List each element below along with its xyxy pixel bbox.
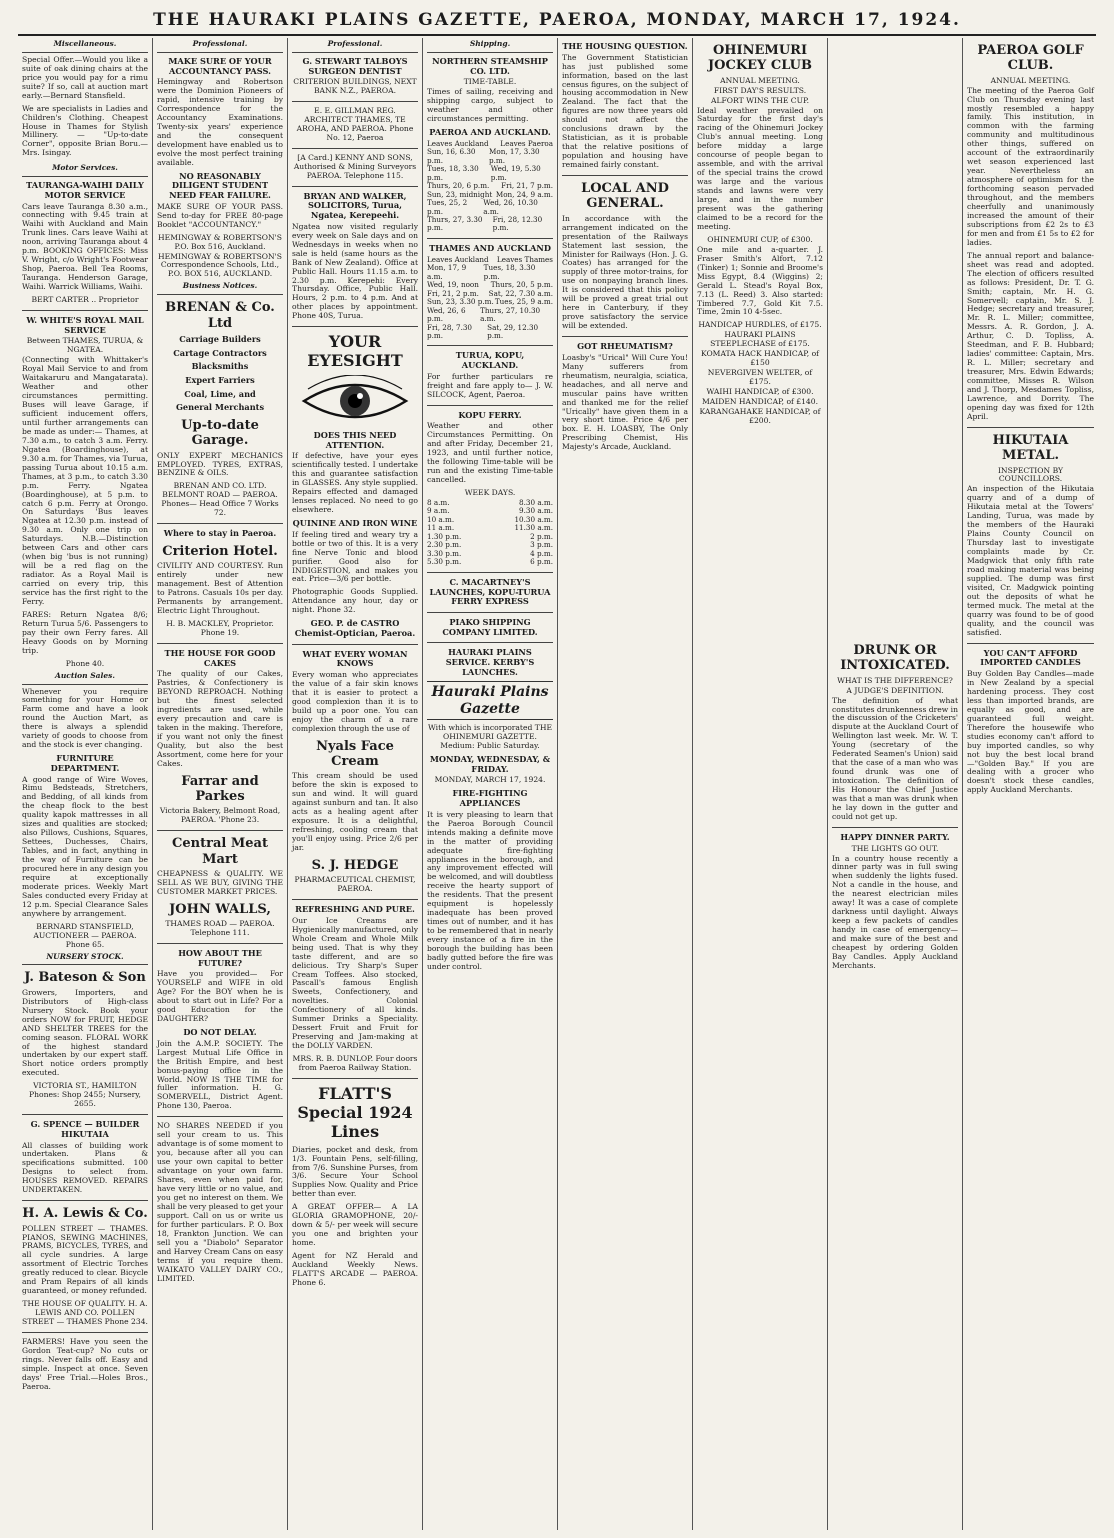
timetable-cell: Thurs, 27, 3.30 p.m. bbox=[427, 214, 483, 233]
article-subheading: ALFORT WINS THE CUP. bbox=[711, 95, 809, 105]
article-subheading: ANNUAL MEETING. bbox=[990, 75, 1071, 85]
divider bbox=[427, 405, 553, 406]
ad-text: A GREAT OFFER— A LA GLORIA GRAMOPHONE, 20/- down & 5/- per week will secure you one and brighten your home. bbox=[292, 1202, 418, 1248]
ad-line: Coal, Lime, and bbox=[184, 388, 256, 399]
ad-text: Whenever you require something for your Home or Farm come and have a look round the Auction Mart, as there is always a splendid variety of goods to choose from and the stock is ever changing. bbox=[22, 686, 148, 750]
ad-footer: H. B. MACKLEY, Proprietor. Phone 19. bbox=[166, 618, 274, 637]
timetable-cell: Tues, 25, 2 p.m. bbox=[427, 198, 468, 216]
timetable-cell: Fri, 21, 7 p.m. bbox=[501, 181, 553, 191]
ad-text: Join the A.M.P. SOCIETY. The Largest Mutual Life Office in the British Empire, and best bonus-paying office in the World. NOW IS THE TIME for fuller information. H. G. SOMERVELL, District Agent. Phone 130, Paeroa. bbox=[157, 1038, 283, 1111]
divider bbox=[832, 827, 958, 828]
ad-heading: Farrar and Parkes bbox=[181, 773, 259, 804]
ad-heading: QUININE AND IRON WINE bbox=[292, 518, 418, 529]
divider bbox=[292, 326, 418, 327]
timetable bbox=[427, 140, 553, 233]
timetable-cell: Sat, 29, 12.30 p.m. bbox=[487, 322, 539, 340]
timetable-cell: Fri, 28, 7.30 p.m. bbox=[427, 322, 473, 340]
timetable-cell: Wed, 19, 5.30 p.m. bbox=[490, 164, 541, 182]
divider bbox=[967, 643, 1094, 644]
ad-heading: J. Bateson & Son bbox=[24, 970, 146, 986]
divider bbox=[22, 1332, 148, 1333]
ad-line: General Merchants bbox=[175, 402, 265, 413]
timetable-cell: Sat, 22, 7.30 a.m. bbox=[488, 288, 553, 298]
timetable-cell: Fri, 21, 2 p.m. bbox=[427, 288, 479, 298]
section-head: Professional. bbox=[157, 38, 283, 53]
ad-footer: BERNARD STANSFIELD, AUCTIONEER — PAEROA. Phone 65. bbox=[33, 921, 137, 949]
divider bbox=[292, 101, 418, 102]
timetable bbox=[427, 499, 553, 567]
timetable-cell: Fri, 28, 12.30 p.m. bbox=[492, 214, 543, 233]
article-subheading: ANNUAL MEETING. bbox=[720, 75, 800, 85]
ad-heading: YOUR EYESIGHT bbox=[307, 332, 403, 371]
ad-heading: Where to stay in Paeroa. bbox=[163, 528, 277, 539]
ad-heading: DO NOT DELAY. bbox=[183, 1027, 257, 1038]
timetable-cell: Wed, 19, noon bbox=[427, 280, 479, 290]
timetable-cell: 9 a.m. bbox=[427, 506, 450, 516]
article-text: An inspection of the Hikutaia quarry and of a dump of Hikutaia metal at the Towers' Landing, Turua, was made by the members of the Hauraki Plains County Council on Thursday last to investigate complaints made by Cr. Madgwick that only fifth rate road making material was being supplied. The dump was first visited, Cr. Madgwick pointing out the deposits of what he termed muck. The metal at the quarry was found to be of good quality, and the council was satisfied. bbox=[967, 484, 1094, 637]
ad-footer: MRS. R. B. DUNLOP. Four doors from Paeroa Railway Station. bbox=[292, 1054, 418, 1073]
ad-heading: FURNITURE DEPARTMENT. bbox=[50, 753, 120, 773]
section-head: Auction Sales. bbox=[22, 670, 148, 685]
timetable-header-cell: Leaves Auckland bbox=[427, 254, 489, 264]
timetable-cell: Thurs, 27, 10.30 a.m. bbox=[480, 305, 541, 324]
ad-text: Agent for NZ Herald and Auckland Weekly News. FLATT'S ARCADE — PAEROA. Phone 6. bbox=[292, 1251, 418, 1287]
timetable-cell: 8.30 a.m. bbox=[519, 497, 553, 507]
divider bbox=[292, 644, 418, 645]
timetable-row bbox=[427, 264, 553, 281]
section-head: Motor Services. bbox=[22, 162, 148, 177]
ad-heading: TURUA, KOPU, AUCKLAND. bbox=[455, 350, 525, 371]
divider bbox=[157, 523, 283, 524]
ad-text: E. E. GILLMAN REG. ARCHITECT THAMES, TE AROHA, AND PAEROA. Phone No. 12, Paeroa bbox=[296, 106, 414, 142]
ad-heading: W. WHITE'S ROYAL MAIL SERVICE bbox=[26, 315, 144, 335]
race-heading: KOMATA HACK HANDICAP, of £150 bbox=[700, 349, 819, 368]
divider bbox=[157, 830, 283, 831]
article-heading: DRUNK OR INTOXICATED. bbox=[840, 643, 950, 674]
timetable-cell: Mon, 17, 3.30 p.m. bbox=[489, 147, 540, 165]
ad-text: A good range of Wire Woves, Rimu Bedsteads, Stretchers, and Bedding, of all kinds from the cheap flock to the best quality kapok mattresses in all sizes and qualities are stocked; also Pillows, Cushions, Squares, Settees, Duchesses, Chairs, Tables, and in fact, anything in the way of Furniture can be procured here in any design you require at exceptionally moderate prices. Weekly Mart Sales conducted every Friday at 12 p.m. Special Clearance Sales anywhere by arrangement. bbox=[22, 774, 148, 918]
ad-heading: H. A. Lewis & Co. bbox=[22, 1206, 148, 1222]
ad-text: Buy Golden Bay Candles—made in New Zealand by a special hardening process. They cost less than imported brands, are equally as good, and are guaranteed full weight. Therefore the housewife who studies economy can't afford to buy imported candles, so why not buy the best local brand—"Golden Bay." If you are dealing with a grocer who doesn't stock these candles, apply Auckland Merchants. bbox=[967, 668, 1094, 795]
timetable bbox=[427, 256, 553, 341]
ad-text: POLLEN STREET — THAMES. PIANOS, SEWING MACHINES, PRAMS, BICYCLES, TYRES, and all cycle sundries. A large assortment of Electric Torches greatly reduced to clear. Bicycle and Pram Repairs of all kinds guaranteed, or money refunded. bbox=[22, 1223, 148, 1296]
ad-heading: HAURAKI PLAINS SERVICE. KERBY'S LAUNCHES. bbox=[445, 647, 535, 677]
timetable-cell: Thurs, 20, 6 p.m. bbox=[427, 181, 490, 191]
gazette-date: MONDAY, MARCH 17, 1924. bbox=[434, 775, 546, 785]
column-8 bbox=[963, 38, 1098, 1530]
timetable-cell: Tues, 18, 3.30 p.m. bbox=[427, 164, 479, 182]
ad-footer: BERT CARTER .. Proprietor bbox=[31, 295, 139, 305]
divider bbox=[157, 943, 283, 944]
ad-footer: BRENAN AND CO. LTD. BELMONT ROAD — PAEROA. Phones— Head Office 7 Works 72. bbox=[161, 481, 279, 518]
divider bbox=[292, 1078, 418, 1079]
column-3 bbox=[288, 38, 423, 1530]
ad-heading: KOPU FERRY. bbox=[458, 409, 522, 420]
section-head: Miscellaneous. bbox=[22, 38, 148, 53]
timetable-cell: 1.30 p.m. bbox=[427, 531, 462, 541]
ad-text: Our Ice Creams are Hygienically manufactured, only Whole Cream and Whole Milk being used. That is why they taste different, and are so delicious. Try Sharp's Super Cream Toffees. Also stocked, Pascall's famous English Sweets, Confectionery, and novelties. Colonial Confectionery of all kinds. Summer Drinks a Speciality. Dessert Fruit and Fruit for Preserving and Jam-making at the DOLLY VARDEN. bbox=[292, 915, 418, 1051]
ad-text: Times of sailing, receiving and shipping cargo, subject to weather and other circumstances permitting. bbox=[427, 87, 553, 123]
ad-heading: Criterion Hotel. bbox=[162, 543, 278, 559]
columns bbox=[18, 38, 1098, 1530]
article-text: In accordance with the arrangement indicated on the presentation of the Railways Statement last session, the Minister for Railways (Hon. J. G. Coates) has arranged for the supply of three motor-trains, for use on nonpaying branch lines. It is considered that this policy will be proved a great trial out here in Canterbury, if they prove satisfactory the service will be extended. bbox=[562, 213, 688, 331]
ad-footer: VICTORIA ST., HAMILTON Phones: Shop 2455; Nursery, 2655. bbox=[29, 1081, 141, 1109]
column-6 bbox=[693, 38, 828, 1530]
race-heading: WAIHI HANDICAP, of £300. bbox=[706, 387, 814, 397]
ad-heading: DOES THIS NEED ATTENTION. bbox=[313, 430, 397, 450]
divider bbox=[427, 572, 553, 573]
ad-heading: FLATT'S Special 1924 Lines bbox=[297, 1083, 413, 1141]
masthead-rule bbox=[18, 34, 1096, 36]
timetable-row bbox=[427, 148, 553, 165]
timetable-cell: 11.30 a.m. bbox=[514, 523, 553, 533]
timetable-row bbox=[427, 307, 553, 324]
race-heading: HAURAKI PLAINS STEEPLECHASE of £175. bbox=[710, 330, 810, 349]
eye-icon bbox=[300, 375, 410, 427]
article-heading: HAPPY DINNER PARTY. bbox=[840, 831, 950, 842]
ad-heading: PIAKO SHIPPING COMPANY LIMITED. bbox=[442, 616, 538, 637]
ad-heading: Up-to-date Garage. bbox=[181, 417, 259, 449]
article-subheading: A JUDGE'S DEFINITION. bbox=[846, 685, 944, 695]
timetable-row bbox=[427, 199, 553, 216]
column-5 bbox=[558, 38, 693, 1530]
ad-line: Blacksmiths bbox=[191, 361, 249, 372]
column-2 bbox=[153, 38, 288, 1530]
ad-text: Every woman who appreciates the value of a fair skin knows that it is easier to protect a good complexion than it is to build up a poor one. You can enjoy the charm of a rare complexion through the use of bbox=[292, 669, 418, 733]
timetable-row bbox=[427, 165, 553, 182]
ad-heading: G. SPENCE — BUILDER HIKUTAIA bbox=[30, 1119, 140, 1139]
article-text: One mile and a-quarter. J. Fraser Smith's Alfort, 7.12 (Tinker) 1; Sonnie and Broome's Miss Egypt, 8.4 (Wiggins) 2; Gerald L. Stead's Royal Box, 7.13 (L. Reed) 3. Also started: Timbered 7.7, Gold Kit 7.5. Time, 2min 10 4-5sec. bbox=[697, 244, 823, 317]
timetable-cell: Tues, 25, 9 a.m. bbox=[494, 297, 553, 307]
ad-heading: PAEROA AND AUCKLAND. bbox=[429, 126, 551, 137]
divider bbox=[967, 427, 1094, 428]
race-heading: OHINEMURI CUP, of £300. bbox=[707, 234, 813, 244]
ad-heading: BRENAN & Co. Ltd bbox=[165, 300, 275, 331]
article-heading: LOCAL AND GENERAL. bbox=[581, 181, 669, 212]
timetable-header-cell: Leaves Paeroa bbox=[500, 138, 553, 148]
article-text: Ideal weather prevailed on Saturday for the first day's racing of the Ohinemuri Jockey Club's annual meeting. Long before midday a large concourse of people began to assemble, and with the arrival of the special trains the crowd was large and the various stands and lawns were very large, and in the number present was the gathering claimed to be a record for the meeting. bbox=[697, 105, 823, 231]
ad-text: NO SHARES NEEDED if you sell your cream to us. This advantage is of some moment to you, because after all you can use your own capital to better advantage on your own farm. Shares, even when paid for, have very little or no value, and you get no interest on them. We shall be very pleased to get your support. Call on us or write us for further particulars. P. O. Box 18, Frankton Junction. We can sell you a "Diabolo" Separator and Harvey Cream Cans on easy terms if you require them. WAIKATO VALLEY DAIRY CO., LIMITED. bbox=[157, 1121, 283, 1283]
ad-text: (Connecting with Whittaker's Royal Mail Service to and from Waitakaruru and Mangatarata). Weather and other circumstances permitting. Buses will leave Garage, if sufficient inducement offers, until further arrangements can be made as under:— Thames, at 7.30 a.m., to catch 3 a.m. Ferry. Ngatea (Boardinghouse), at 9.30 a.m. for Thames, via Turua, passing Turua about 10.15 a.m. Thames, at 3 p.m., to catch 3.30 p.m. Ferry. Ngatea (Boardinghouse), at 5 p.m. to catch 6 p.m. Ferry at Orongo. On Saturdays 'Bus leaves Ngatea at 12.30 p.m. instead of 9.30 a.m. Only one trip on Saturdays. N.B.—Distinction between Cars and other cars (when big 'bus is not running) will be a red flag on the radiator. As a Royal Mail is carried on every trip, this service has the first right to the Ferry. bbox=[22, 355, 148, 606]
divider bbox=[22, 1200, 148, 1201]
article-subheading: THE LIGHTS GO OUT. bbox=[851, 843, 939, 853]
divider bbox=[292, 148, 418, 149]
ad-heading: TAURANGA-WAIHI DAILY MOTOR SERVICE bbox=[26, 180, 144, 200]
ad-text: All classes of building work undertaken. Plans & specifications submitted. 100 Designs to select from. HOUSES REMOVED. REPAIRS UNDERTAKEN. bbox=[22, 1140, 148, 1195]
ad-text: For further particulars re freight and fare apply to— J. W. SILCOCK, Agent, Paeroa. bbox=[427, 371, 553, 399]
ad-heading: REFRESHING AND PURE. bbox=[295, 904, 415, 915]
ad-text: Have you provided— For YOURSELF and WIFE in old Age? For the BOY when he is about to start out in Life? For a good Education for the DAUGHTER? bbox=[157, 969, 283, 1024]
section-head: NURSERY STOCK. bbox=[22, 951, 148, 966]
ad-text: Special Offer.—Would you like a suite of oak dining chairs at the price you would pay for a rimu suite? If so, call at auction mart early.—Bernard Stansfield. bbox=[22, 54, 148, 100]
section-head: Shipping. bbox=[427, 38, 553, 53]
timetable-header-cell: Leaves Thames bbox=[496, 254, 553, 264]
timetable-cell: 10 a.m. bbox=[427, 514, 455, 524]
ad-heading: NORTHERN STEAMSHIP CO. LTD. bbox=[432, 55, 548, 76]
timetable-cell: Mon, 24, 9 a.m. bbox=[495, 189, 553, 199]
divider bbox=[22, 310, 148, 311]
ad-heading: NO REASONABLY DILIGENT STUDENT NEED FEAR FAILURE. bbox=[169, 170, 271, 201]
ad-heading: THE HOUSE FOR GOOD CAKES bbox=[164, 647, 276, 668]
race-heading: KARANGAHAKE HANDICAP, of £200. bbox=[699, 407, 821, 425]
ad-subheading: TIME-TABLE. bbox=[463, 77, 517, 87]
article-heading: PAEROA GOLF CLUB. bbox=[977, 43, 1084, 74]
timetable-cell: Mon, 17, 9 a.m. bbox=[427, 263, 467, 281]
timetable-cell: 6 p.m. bbox=[530, 557, 553, 567]
gazette-days: MONDAY, WEDNESDAY, & FRIDAY. bbox=[429, 754, 551, 774]
ad-footer: Phone 40. bbox=[65, 658, 105, 668]
timetable-cell: 9.30 a.m. bbox=[519, 506, 553, 516]
column-7 bbox=[828, 38, 963, 1530]
timetable-cell: Wed, 26, 10.30 a.m. bbox=[483, 198, 538, 216]
ad-heading: C. MACARTNEY'S LAUNCHES, KOPU-TURUA FERRY EXPRESS bbox=[429, 576, 551, 607]
article-text: Loasby's "Urical" Will Cure You! Many sufferers from rheumatism, neuralgia, sciatica, headaches, and all nerve and muscular pains have written and thanked me for the relief "Urically" have given them in a very short time. Price 4/6 per box. E. H. LOASBY, The Only Prescribing Chemist, His Majesty's Arcade, Auckland. bbox=[562, 352, 688, 452]
timetable-cell: 11 a.m. bbox=[427, 523, 455, 533]
timetable-cell: 3.30 p.m. bbox=[427, 548, 462, 558]
ad-text: ONLY EXPERT MECHANICS EMPLOYED. TYRES, EXTRAS, BENZINE & OILS. bbox=[157, 450, 283, 478]
timetable-cell: Sun, 23, midnight bbox=[427, 189, 493, 199]
article-subheading: WHAT IS THE DIFFERENCE? bbox=[837, 675, 953, 685]
ad-text: Weather and other Circumstances Permitting. On and after Friday, December 21, 1923, and until further notice, the following Time-table will be run and the existing Time-table cancelled. bbox=[427, 421, 553, 485]
article-heading: OHINEMURI JOCKEY CLUB bbox=[708, 43, 812, 74]
divider bbox=[157, 643, 283, 644]
article-heading: GOT RHEUMATISM? bbox=[577, 341, 673, 352]
ad-heading: S. J. HEDGE bbox=[311, 857, 399, 873]
timetable-row bbox=[427, 216, 553, 233]
ad-heading: G. STEWART TALBOYS SURGEON DENTIST bbox=[302, 55, 408, 76]
ad-text: Photographic Goods Supplied. Attendance any hour, day or night. Phone 32. bbox=[292, 587, 418, 615]
ad-footer: HEMINGWAY & ROBERTSON'S Correspondence Schools, Ltd., P.O. BOX 516, AUCKLAND. bbox=[158, 251, 282, 279]
divider bbox=[427, 238, 553, 239]
ad-text: Hemingway and Robertson were the Dominion Pioneers of rapid, intensive training by Correspondence for the Accountancy Examinations. Twenty-six years' experience and the consequent development have enabled us to evolve the most perfect training available. bbox=[157, 77, 283, 167]
ad-subheading: WEEK DAYS. bbox=[464, 488, 516, 498]
timetable-cell: 8 a.m. bbox=[427, 497, 450, 507]
divider bbox=[427, 642, 553, 643]
ad-text: If feeling tired and weary try a bottle or two of this. It is a very fine Nerve Tonic and blood purifier. Good also for INDIGESTION, and makes you eat. Price—3/6 per bottle. bbox=[292, 529, 418, 584]
column-1 bbox=[18, 38, 153, 1530]
ad-heading: Central Meat Mart bbox=[172, 836, 268, 867]
ad-footer: HEMINGWAY & ROBERTSON'S P.O. Box 516, Auckland. bbox=[158, 232, 282, 251]
ad-heading: YOU CAN'T AFFORD IMPORTED CANDLES bbox=[980, 647, 1081, 668]
race-heading: HANDICAP HURDLES, of £175. bbox=[698, 320, 822, 330]
ad-heading: JOHN WALLS, bbox=[169, 901, 271, 917]
ad-heading: MAKE SURE OF YOUR ACCOUNTANCY PASS. bbox=[168, 55, 272, 76]
article-subheading: FIRST DAY'S RESULTS. bbox=[713, 85, 807, 95]
ad-text: This cream should be used before the skin is exposed to sun and wind. It will guard against sunburn and tan. It also acts as a healing agent after exposure. It is a delightful, refreshing, cooling cream that you'll enjoy using. Price 2/6 per jar. bbox=[292, 771, 418, 852]
gazette-title: Hauraki Plains Gazette bbox=[427, 681, 553, 720]
timetable-cell: 10.30 a.m. bbox=[514, 514, 553, 524]
timetable-header-cell: Leaves Auckland bbox=[427, 138, 489, 148]
ad-heading: Nyals Face Cream bbox=[316, 738, 394, 769]
timetable-cell: 5.30 p.m. bbox=[427, 557, 462, 567]
article-text: The definition of what constitutes drunkenness drew in the discussion of the Cricketers' dispute at the Auckland Court of Wellington last week. Mr. W. T. Young (secretary of the Federated Seamen's Union) said that the case of a man who was found drunk was one of intoxication. The definition of His Honour the Chief Justice was that a man was drunk when he lay down in the gutter and could not get up. bbox=[832, 695, 958, 821]
article-text: The meeting of the Paeroa Golf Club on Thursday evening last mostly resembled a happy family. This institution, in common with the farming community and multitudinous other things, suffered on account of the extraordinarily wet season experienced last year. Nevertheless an atmosphere of optimism for the forthcoming season pervaded throughout, and the members cheerfully and unanimously increased the amount of their subscriptions from £2 2s to £3 for men and from £1 5s to £2 for ladies. bbox=[967, 85, 1094, 247]
ad-footer: Victoria Bakery, Belmont Road, PAEROA. 'Phone 23. bbox=[159, 806, 281, 825]
article-heading: THE HOUSING QUESTION. bbox=[562, 41, 688, 51]
ad-heading: THAMES AND AUCKLAND bbox=[429, 242, 551, 253]
ad-subheading: Between THAMES, TURUA, & NGATEA. bbox=[26, 336, 144, 355]
divider bbox=[292, 186, 418, 187]
race-heading: MAIDEN HANDICAP, of £140. bbox=[701, 397, 818, 407]
article-text: The Government Statistician has just published some information, based on the last census figures, on the subject of housing accommodation in New Zealand. The fact that the figures are now three years old should not affect the conclusions drawn by the Statistician, as it is probable that the relative positions of population and housing have remained fairly constant. bbox=[562, 52, 688, 170]
section-head: Business Notices. bbox=[157, 280, 283, 295]
ad-text: CRITERION BUILDINGS, NEXT BANK N.Z., PAEROA. bbox=[293, 77, 417, 96]
timetable-cell: 3 p.m. bbox=[530, 540, 553, 550]
timetable-cell: Sun, 16, 6.30 p.m. bbox=[427, 147, 476, 165]
divider bbox=[427, 345, 553, 346]
ad-text: FARES: Return Ngatea 8/6; Return Turua 5/6. Passengers to pay their own Ferry fares. All Heavy Goods on by Morning trip. bbox=[22, 609, 148, 655]
ad-heading: WHAT EVERY WOMAN KNOWS bbox=[302, 648, 408, 669]
article-heading: HIKUTAIA METAL. bbox=[992, 432, 1069, 464]
divider bbox=[157, 1116, 283, 1117]
divider bbox=[562, 336, 688, 337]
ad-line: Carriage Builders bbox=[179, 333, 261, 344]
ad-text: Diaries, pocket and desk, from 1/3. Fountain Pens, self-filling, from 7/6. Sunshine Purses, from 3/6. Secure Your School Supplies Now. Quality and Price better than ever. bbox=[292, 1144, 418, 1199]
ad-text: Growers, Importers, and Distributors of High-class Nursery Stock. Book your orders NOW for FRUIT, HEDGE AND SHELTER TREES for the coming season. FLORAL WORK of the highest standard undertaken by our expert staff. Short notice orders promptly executed. bbox=[22, 987, 148, 1078]
ad-text: FARMERS! Have you seen the Gordon Teat-cup? No cuts or rings. Never falls off. Easy and simple. Inspect at once. Seven days' Free Trial.—Holes Bros., Paeroa. bbox=[22, 1337, 148, 1391]
divider bbox=[562, 175, 688, 176]
ad-text: We are specialists in Ladies and Children's Clothing. Cheapest House in Thames for Stylish Millinery. — "Up-to-date Corner", opposite Brian Boru.—Mrs. Isingay. bbox=[22, 103, 148, 158]
ad-text: CIVILITY AND COURTESY. Run entirely under new management. Best of Attention to Patrons. Casuals 10s per day. Permanents by arrangement. Electric Light Throughout. bbox=[157, 561, 283, 615]
timetable-cell: 2.30 p.m. bbox=[427, 540, 462, 550]
timetable-row bbox=[427, 558, 553, 566]
ad-heading: HOW ABOUT THE FUTURE? bbox=[178, 947, 262, 968]
timetable-cell: 4 p.m. bbox=[530, 548, 553, 558]
article-text: It is very pleasing to learn that the Paeroa Borough Council intends making a definite move in the matter of providing adequate fire-fighting appliances in the borough, and any improvement effected will be welcomed, and will doubtless receive the hearty support of the residents. That the present equipment is hopelessly inadequate has been proved times out of number, and it has to be remembered that in nearly every instance of a fire in the borough the building has been badly gutted before the fire was under control. bbox=[427, 809, 553, 971]
timetable-cell: Thurs, 20, 5 p.m. bbox=[490, 280, 553, 290]
timetable-row bbox=[427, 324, 553, 341]
ad-text: CHEAPNESS & QUALITY. WE SELL AS WE BUY, GIVING THE CUSTOMER MARKET PRICES. bbox=[157, 868, 283, 896]
divider bbox=[292, 899, 418, 900]
masthead: THE HAURAKI PLAINS GAZETTE, PAEROA, MONDAY, MARCH 17, 1924. bbox=[153, 10, 961, 30]
timetable-cell: Sun, 23, 3.30 p.m. bbox=[427, 297, 494, 307]
ad-text: The quality of our Cakes, Pastries, & Confectionery is BEYOND REPROACH. Nothing but the finest selected ingredients are used, while every precaution and care is taken in the making. Therefore, if you want not only the finest Quality, but also the best Assortment, come here for your Cakes. bbox=[157, 669, 283, 768]
ad-text: If defective, have your eyes scientifically tested. I undertake this and guarantee satisfaction in GLASSES. Any style supplied. Repairs effected and damaged lenses replaced. No need to go elsewhere. bbox=[292, 451, 418, 515]
ad-line: Cartage Contractors bbox=[173, 347, 267, 358]
divider bbox=[22, 1114, 148, 1115]
ad-heading: GEO. P. de CASTRO Chemist-Optician, Paeroa. bbox=[294, 618, 416, 638]
article-text: The annual report and balance-sheet was read and adopted. The election of officers resulted as follows: President, Dr. T. G. Smith; captain, Mr. H. G. Somervell; captain, Mr. S. J. Hedge; secretary and treasurer, Mr. R. L. Miller; committee, Messrs. A. R. Gordon, J. A. Arthur, C. D. Topliss, A. Steedman, and F. B. Hubbard; ladies' committee: Captain, Mrs. R. L. Miller; secretary and treasurer, Mrs. Edwin Edwards; committee, Misses R. Wilson and J. Thorp, Mesdames Topliss, Lawrence, and Dorrity. The opening day was fixed for 12th April. bbox=[967, 250, 1094, 421]
ad-text: [A Card.] KENNY AND SONS, Authorised & Mining Surveyors PAEROA. Telephone 115. bbox=[293, 152, 417, 180]
ad-text: Cars leave Tauranga 8.30 a.m., connecting with 9.45 train at Waihi with Auckland and Main Trunk lines. Cars leave Waihi at noon, arriving Tauranga about 4 p.m. BOOKING OFFICES: Miss V. Wright, c/o Wright's Footwear Shop, Paeroa. Bell Tea Rooms, Tauranga. Henderson Garage, Waihi. Warrick Williams, Waihi. bbox=[22, 201, 148, 292]
article-subheading: INSPECTION BY COUNCILLORS. bbox=[997, 465, 1064, 484]
timetable-cell: Tues, 18, 3.30 p.m. bbox=[483, 263, 536, 281]
section-head: Professional. bbox=[292, 38, 418, 53]
column-4 bbox=[423, 38, 558, 1530]
race-heading: NEVERGIVEN WELTER, of £175. bbox=[707, 368, 813, 387]
article-text: In a country house recently a dinner party was in full swing when suddenly the lights fused. Not a candle in the house, and the nearest electrician miles away! It was a case of complete darkness until daylight. Always keep a few packets of candles handy in case of emergency—and make sure of the best and cheapest by ordering Golden Bay Candles. Apply Auckland Merchants. bbox=[832, 853, 958, 970]
ad-heading: BRYAN AND WALKER, SOLICITORS, Turua, Ngatea, Kerepeehi. bbox=[303, 190, 407, 221]
divider bbox=[427, 612, 553, 613]
timetable-cell: 2 p.m. bbox=[530, 531, 553, 541]
ad-footer: THE HOUSE OF QUALITY. H. A. LEWIS AND CO. POLLEN STREET — THAMES Phone 234. bbox=[22, 1299, 148, 1327]
gazette-subtitle: With which is incorporated THE OHINEMURI GAZETTE. Medium: Public Saturday. bbox=[428, 723, 552, 751]
ad-text: Ngatea now visited regularly every week on Sale days and on Wednesdays in weeks when no sale is held (same hours as the Bank of New Zealand). Office at Public Hall. Hours 11.15 a.m. to 2.30 p.m. Kerepehi: Every Thursday. Office, Public Hall. Hours, 2 p.m. to 4 p.m. And at other places by appointment. Phone 40S, Turua. bbox=[292, 221, 418, 321]
ad-footer: PHARMACEUTICAL CHEMIST, PAEROA. bbox=[294, 875, 416, 894]
ad-line: Expert Farriers bbox=[185, 374, 255, 385]
ad-text: MAKE SURE OF YOUR PASS. Send to-day for FREE 80-page Booklet "ACCOUNTANCY." bbox=[157, 201, 283, 229]
timetable-cell: Wed, 26, 6 p.m. bbox=[427, 305, 466, 324]
article-heading: FIRE-FIGHTING APPLIANCES bbox=[452, 788, 528, 809]
ad-footer: THAMES ROAD — PAEROA. Telephone 111. bbox=[165, 919, 275, 938]
